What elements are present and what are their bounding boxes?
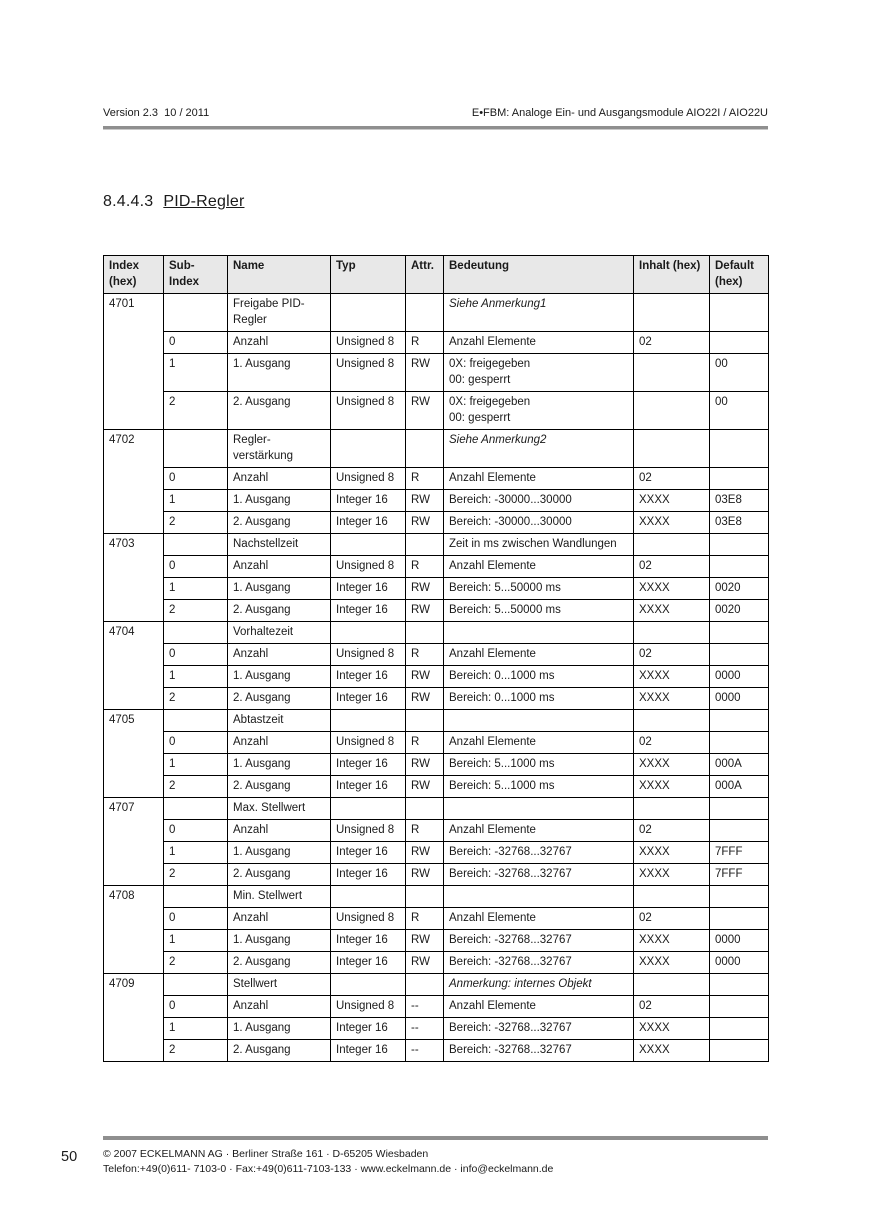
typ-cell: Integer 16 [331, 842, 406, 864]
typ-cell: Integer 16 [331, 864, 406, 886]
attr-cell: RW [406, 930, 444, 952]
subindex-cell: 0 [164, 332, 228, 354]
table-row [104, 332, 769, 354]
default-cell [710, 996, 769, 1018]
default-cell [710, 622, 769, 644]
section-title: PID-Regler [163, 193, 245, 210]
attr-cell: RW [406, 842, 444, 864]
name-cell: 1. Ausgang [228, 666, 331, 688]
inhalt-cell [634, 974, 710, 996]
default-cell [710, 908, 769, 930]
header-version: Version 2.3 10 / 2011 [103, 107, 210, 119]
subindex-cell: 2 [164, 512, 228, 534]
bedeutung-cell: Bereich: 0...1000 ms [444, 688, 634, 710]
bedeutung-cell: Anzahl Elemente [444, 908, 634, 930]
typ-cell: Integer 16 [331, 776, 406, 798]
name-cell: Anzahl [228, 332, 331, 354]
default-cell: 03E8 [710, 490, 769, 512]
typ-cell [331, 430, 406, 468]
name-cell: 2. Ausgang [228, 864, 331, 886]
bedeutung-cell: 0X: freigegeben 00: gesperrt [444, 354, 634, 392]
table-row [104, 820, 769, 842]
typ-cell [331, 294, 406, 332]
table-row [104, 908, 769, 930]
attr-cell: -- [406, 996, 444, 1018]
default-cell [710, 644, 769, 666]
typ-cell: Unsigned 8 [331, 332, 406, 354]
attr-cell: RW [406, 776, 444, 798]
subindex-cell: 0 [164, 556, 228, 578]
column-header: Default (hex) [710, 256, 769, 294]
typ-cell: Integer 16 [331, 1018, 406, 1040]
index-cell: 4702 [104, 430, 164, 534]
footer-line-copyright: © 2007 ECKELMANN AG · Berliner Straße 161 · D-65205 Wiesbaden [103, 1148, 429, 1160]
subindex-cell: 1 [164, 666, 228, 688]
name-cell: Freigabe PID- Regler [228, 294, 331, 332]
attr-cell: RW [406, 392, 444, 430]
table-row [104, 534, 769, 556]
bedeutung-cell: Siehe Anmerkung1 [444, 294, 634, 332]
table-header [104, 256, 769, 294]
attr-cell [406, 974, 444, 996]
inhalt-cell [634, 354, 710, 392]
bedeutung-cell: Bereich: -32768...32767 [444, 864, 634, 886]
attr-cell [406, 798, 444, 820]
table-row [104, 294, 769, 332]
header-rule [103, 126, 768, 130]
bedeutung-cell: Anzahl Elemente [444, 644, 634, 666]
attr-cell: R [406, 908, 444, 930]
table-row [104, 600, 769, 622]
typ-cell: Unsigned 8 [331, 392, 406, 430]
typ-cell [331, 798, 406, 820]
typ-cell [331, 534, 406, 556]
typ-cell: Integer 16 [331, 666, 406, 688]
inhalt-cell: XXXX [634, 490, 710, 512]
index-cell: 4707 [104, 798, 164, 886]
inhalt-cell [634, 534, 710, 556]
typ-cell: Integer 16 [331, 512, 406, 534]
name-cell: Anzahl [228, 732, 331, 754]
attr-cell: RW [406, 600, 444, 622]
inhalt-cell: XXXX [634, 864, 710, 886]
name-cell: 1. Ausgang [228, 354, 331, 392]
table-row [104, 996, 769, 1018]
bedeutung-cell: Bereich: 5...50000 ms [444, 578, 634, 600]
default-cell [710, 886, 769, 908]
inhalt-cell: XXXX [634, 578, 710, 600]
typ-cell: Integer 16 [331, 930, 406, 952]
name-cell: Min. Stellwert [228, 886, 331, 908]
typ-cell: Integer 16 [331, 754, 406, 776]
table-row [104, 392, 769, 430]
table-row [104, 952, 769, 974]
subindex-cell [164, 622, 228, 644]
attr-cell: RW [406, 512, 444, 534]
header-document-title: E•FBM: Analoge Ein- und Ausgangsmodule AIO22I / AIO22U [471, 107, 768, 119]
bedeutung-cell: Bereich: -30000...30000 [444, 512, 634, 534]
bedeutung-cell: Bereich: 5...1000 ms [444, 776, 634, 798]
bedeutung-cell: Bereich: -32768...32767 [444, 842, 634, 864]
table-row [104, 578, 769, 600]
subindex-cell: 2 [164, 864, 228, 886]
table-row [104, 776, 769, 798]
bedeutung-cell: Bereich: 0...1000 ms [444, 666, 634, 688]
attr-cell: -- [406, 1040, 444, 1062]
column-header: Name [228, 256, 331, 294]
subindex-cell: 2 [164, 600, 228, 622]
object-table [103, 255, 769, 1062]
column-header: Sub- Index [164, 256, 228, 294]
page-header [103, 107, 768, 119]
subindex-cell: 0 [164, 908, 228, 930]
default-cell [710, 710, 769, 732]
name-cell: Anzahl [228, 908, 331, 930]
default-cell [710, 1040, 769, 1062]
typ-cell: Unsigned 8 [331, 644, 406, 666]
default-cell: 00 [710, 354, 769, 392]
name-cell: Anzahl [228, 468, 331, 490]
attr-cell: RW [406, 578, 444, 600]
inhalt-cell: 02 [634, 468, 710, 490]
inhalt-cell: XXXX [634, 512, 710, 534]
bedeutung-cell: Bereich: -30000...30000 [444, 490, 634, 512]
attr-cell: -- [406, 1018, 444, 1040]
default-cell [710, 732, 769, 754]
subindex-cell: 0 [164, 820, 228, 842]
name-cell: Stellwert [228, 974, 331, 996]
column-header: Inhalt (hex) [634, 256, 710, 294]
bedeutung-cell: Bereich: -32768...32767 [444, 1040, 634, 1062]
typ-cell: Integer 16 [331, 1040, 406, 1062]
bedeutung-cell [444, 622, 634, 644]
typ-cell: Integer 16 [331, 578, 406, 600]
default-cell [710, 556, 769, 578]
table-row [104, 930, 769, 952]
typ-cell: Unsigned 8 [331, 556, 406, 578]
default-cell: 000A [710, 776, 769, 798]
name-cell: Anzahl [228, 820, 331, 842]
table-row [104, 644, 769, 666]
default-cell [710, 294, 769, 332]
subindex-cell [164, 294, 228, 332]
name-cell: Anzahl [228, 644, 331, 666]
name-cell: 2. Ausgang [228, 392, 331, 430]
bedeutung-cell [444, 886, 634, 908]
footer-line-contact: Telefon:+49(0)611- 7103-0 · Fax:+49(0)611-7103-133 · www.eckelmann.de · info@eckelmann.de [103, 1163, 554, 1175]
inhalt-cell [634, 886, 710, 908]
inhalt-cell: XXXX [634, 930, 710, 952]
bedeutung-cell: Bereich: -32768...32767 [444, 1018, 634, 1040]
table-row [104, 512, 769, 534]
default-cell: 7FFF [710, 842, 769, 864]
inhalt-cell: XXXX [634, 952, 710, 974]
name-cell: Max. Stellwert [228, 798, 331, 820]
subindex-cell: 1 [164, 1018, 228, 1040]
attr-cell [406, 430, 444, 468]
default-cell: 03E8 [710, 512, 769, 534]
attr-cell: R [406, 468, 444, 490]
table-row [104, 732, 769, 754]
attr-cell: RW [406, 354, 444, 392]
index-cell: 4709 [104, 974, 164, 1062]
table-body [104, 294, 769, 1062]
subindex-cell: 1 [164, 490, 228, 512]
table-row [104, 354, 769, 392]
default-cell: 000A [710, 754, 769, 776]
attr-cell: R [406, 644, 444, 666]
typ-cell: Integer 16 [331, 688, 406, 710]
attr-cell [406, 886, 444, 908]
inhalt-cell: 02 [634, 556, 710, 578]
section-heading [103, 193, 244, 211]
default-cell: 0020 [710, 578, 769, 600]
index-cell: 4703 [104, 534, 164, 622]
name-cell: Regler- verstärkung [228, 430, 331, 468]
subindex-cell: 1 [164, 842, 228, 864]
typ-cell [331, 622, 406, 644]
name-cell: 2. Ausgang [228, 512, 331, 534]
typ-cell: Unsigned 8 [331, 908, 406, 930]
table-row [104, 468, 769, 490]
table-row [104, 886, 769, 908]
inhalt-cell [634, 392, 710, 430]
bedeutung-cell: Bereich: -32768...32767 [444, 930, 634, 952]
table-row [104, 754, 769, 776]
table-row [104, 490, 769, 512]
typ-cell: Integer 16 [331, 952, 406, 974]
column-header: Attr. [406, 256, 444, 294]
inhalt-cell: XXXX [634, 688, 710, 710]
page-number: 50 [61, 1149, 78, 1165]
typ-cell: Integer 16 [331, 490, 406, 512]
attr-cell: RW [406, 666, 444, 688]
subindex-cell: 0 [164, 644, 228, 666]
bedeutung-cell: Anzahl Elemente [444, 468, 634, 490]
bedeutung-cell: Anmerkung: internes Objekt [444, 974, 634, 996]
table-row [104, 430, 769, 468]
inhalt-cell: XXXX [634, 1040, 710, 1062]
table-row [104, 1040, 769, 1062]
bedeutung-cell: 0X: freigegeben 00: gesperrt [444, 392, 634, 430]
default-cell: 7FFF [710, 864, 769, 886]
subindex-cell: 2 [164, 1040, 228, 1062]
column-header: Typ [331, 256, 406, 294]
attr-cell: RW [406, 864, 444, 886]
attr-cell: RW [406, 688, 444, 710]
attr-cell: R [406, 332, 444, 354]
typ-cell: Unsigned 8 [331, 996, 406, 1018]
table-row [104, 688, 769, 710]
attr-cell: RW [406, 754, 444, 776]
subindex-cell [164, 534, 228, 556]
subindex-cell [164, 798, 228, 820]
default-cell [710, 1018, 769, 1040]
index-cell: 4704 [104, 622, 164, 710]
name-cell: 2. Ausgang [228, 776, 331, 798]
bedeutung-cell [444, 710, 634, 732]
attr-cell: R [406, 820, 444, 842]
bedeutung-cell: Siehe Anmerkung2 [444, 430, 634, 468]
subindex-cell [164, 886, 228, 908]
bedeutung-cell: Anzahl Elemente [444, 332, 634, 354]
subindex-cell [164, 974, 228, 996]
table-row [104, 622, 769, 644]
typ-cell: Unsigned 8 [331, 820, 406, 842]
name-cell: 1. Ausgang [228, 930, 331, 952]
inhalt-cell: XXXX [634, 754, 710, 776]
inhalt-cell: XXXX [634, 600, 710, 622]
default-cell: 00 [710, 392, 769, 430]
typ-cell [331, 710, 406, 732]
inhalt-cell: 02 [634, 820, 710, 842]
table-header-row [104, 256, 769, 294]
subindex-cell: 0 [164, 468, 228, 490]
bedeutung-cell [444, 798, 634, 820]
table-row [104, 974, 769, 996]
subindex-cell: 1 [164, 754, 228, 776]
name-cell: 1. Ausgang [228, 490, 331, 512]
bedeutung-cell: Anzahl Elemente [444, 556, 634, 578]
typ-cell [331, 974, 406, 996]
default-cell [710, 430, 769, 468]
inhalt-cell: XXXX [634, 666, 710, 688]
subindex-cell: 2 [164, 952, 228, 974]
name-cell: 2. Ausgang [228, 688, 331, 710]
default-cell [710, 974, 769, 996]
footer-rule [103, 1136, 768, 1140]
bedeutung-cell: Bereich: 5...50000 ms [444, 600, 634, 622]
bedeutung-cell: Bereich: -32768...32767 [444, 952, 634, 974]
attr-cell: R [406, 556, 444, 578]
name-cell: 2. Ausgang [228, 600, 331, 622]
name-cell: Vorhaltezeit [228, 622, 331, 644]
index-cell: 4705 [104, 710, 164, 798]
name-cell: 2. Ausgang [228, 1040, 331, 1062]
column-header: Bedeutung [444, 256, 634, 294]
inhalt-cell [634, 710, 710, 732]
inhalt-cell: 02 [634, 908, 710, 930]
attr-cell: R [406, 732, 444, 754]
typ-cell: Unsigned 8 [331, 468, 406, 490]
subindex-cell [164, 430, 228, 468]
inhalt-cell: XXXX [634, 1018, 710, 1040]
name-cell: 1. Ausgang [228, 754, 331, 776]
subindex-cell: 2 [164, 392, 228, 430]
subindex-cell: 1 [164, 930, 228, 952]
inhalt-cell [634, 798, 710, 820]
attr-cell [406, 622, 444, 644]
default-cell: 0000 [710, 952, 769, 974]
default-cell: 0000 [710, 930, 769, 952]
bedeutung-cell: Zeit in ms zwischen Wandlungen [444, 534, 634, 556]
table-row [104, 798, 769, 820]
default-cell [710, 468, 769, 490]
inhalt-cell [634, 294, 710, 332]
bedeutung-cell: Anzahl Elemente [444, 732, 634, 754]
name-cell: Nachstellzeit [228, 534, 331, 556]
typ-cell: Integer 16 [331, 600, 406, 622]
name-cell: Anzahl [228, 556, 331, 578]
index-cell: 4701 [104, 294, 164, 430]
subindex-cell: 0 [164, 732, 228, 754]
default-cell [710, 332, 769, 354]
inhalt-cell: 02 [634, 996, 710, 1018]
name-cell: Abtastzeit [228, 710, 331, 732]
inhalt-cell: XXXX [634, 776, 710, 798]
inhalt-cell: XXXX [634, 842, 710, 864]
table-row [104, 710, 769, 732]
table-row [104, 1018, 769, 1040]
name-cell: Anzahl [228, 996, 331, 1018]
attr-cell [406, 710, 444, 732]
name-cell: 1. Ausgang [228, 842, 331, 864]
default-cell [710, 534, 769, 556]
index-cell: 4708 [104, 886, 164, 974]
table-row [104, 666, 769, 688]
column-header: Index (hex) [104, 256, 164, 294]
typ-cell: Unsigned 8 [331, 732, 406, 754]
default-cell: 0020 [710, 600, 769, 622]
bedeutung-cell: Bereich: 5...1000 ms [444, 754, 634, 776]
section-number: 8.4.4.3 [103, 193, 154, 210]
table-row [104, 864, 769, 886]
table-row [104, 842, 769, 864]
default-cell: 0000 [710, 666, 769, 688]
subindex-cell: 1 [164, 354, 228, 392]
inhalt-cell: 02 [634, 732, 710, 754]
subindex-cell: 1 [164, 578, 228, 600]
typ-cell: Unsigned 8 [331, 354, 406, 392]
default-cell [710, 798, 769, 820]
attr-cell: RW [406, 490, 444, 512]
inhalt-cell: 02 [634, 332, 710, 354]
subindex-cell: 2 [164, 776, 228, 798]
footer-text [103, 1147, 553, 1177]
typ-cell [331, 886, 406, 908]
attr-cell: RW [406, 952, 444, 974]
attr-cell [406, 294, 444, 332]
name-cell: 1. Ausgang [228, 578, 331, 600]
subindex-cell: 2 [164, 688, 228, 710]
bedeutung-cell: Anzahl Elemente [444, 820, 634, 842]
table-row [104, 556, 769, 578]
default-cell: 0000 [710, 688, 769, 710]
name-cell: 2. Ausgang [228, 952, 331, 974]
bedeutung-cell: Anzahl Elemente [444, 996, 634, 1018]
inhalt-cell: 02 [634, 644, 710, 666]
attr-cell [406, 534, 444, 556]
subindex-cell [164, 710, 228, 732]
default-cell [710, 820, 769, 842]
inhalt-cell [634, 622, 710, 644]
inhalt-cell [634, 430, 710, 468]
name-cell: 1. Ausgang [228, 1018, 331, 1040]
subindex-cell: 0 [164, 996, 228, 1018]
